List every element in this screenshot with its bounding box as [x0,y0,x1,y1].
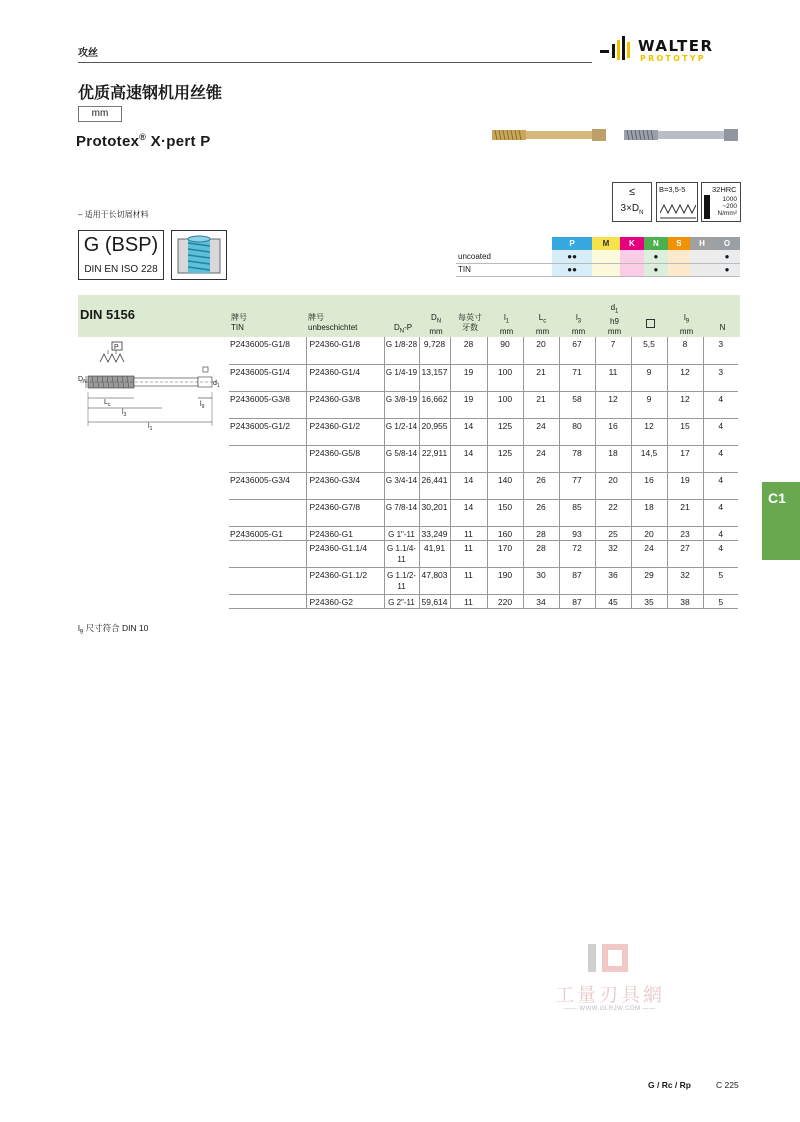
cell-tin: P2436005-G1/4 [229,364,306,391]
tpi-1: 每英寸 [458,313,482,322]
cell-l3: 93 [559,526,595,540]
drawing-lc-label [104,399,111,408]
page-number: C 225 [716,1080,739,1090]
material-group-n: N [644,237,668,250]
cell-unc: P24360-G1 [306,526,384,540]
material-table [456,237,740,277]
material-group-o: O [714,237,740,250]
cell-tin: P2436005-G3/4 [229,472,306,499]
cell-dnp: G 3/8-19 [384,391,419,418]
depth-icon [612,182,652,222]
cell-n: 5 [703,594,738,608]
cell-l1: 160 [487,526,523,540]
cell-l9: 12 [667,391,703,418]
material-mark [620,263,644,276]
cell-unc: P24360-G1/4 [306,364,384,391]
cell-tpi: 19 [450,391,487,418]
material-mark: ●● [552,250,592,263]
dnp-d: D [393,323,400,332]
watermark-logo-icon [584,940,634,978]
depth-val: 3×D [620,203,640,214]
walter-logo [600,36,742,66]
footnote-sub: 9 [79,629,84,636]
cell-dnp: G 1.1/2-11 [384,567,419,594]
material-row-label: TIN [456,263,552,276]
table-row [229,391,738,418]
material-group-p: P [552,237,592,250]
cell-lc: 28 [523,526,559,540]
table-row [229,472,738,499]
material-mark: ● [714,250,740,263]
cell-dn: 30,201 [419,499,450,526]
cell-sq: 9 [631,364,667,391]
lc-unit: mm [535,326,550,336]
drawing-d1: d [213,380,217,387]
col-header-lc [525,313,560,337]
cell-dn: 59,614 [419,594,450,608]
cell-l1: 190 [487,567,523,594]
material-header-blank [456,237,552,250]
cell-n: 4 [703,472,738,499]
drawing-l3-sub: 3 [123,412,127,418]
cell-tin [229,567,306,594]
logo-wordmark: WALTER [638,37,714,55]
cell-tpi: 14 [450,445,487,472]
cell-tpi: 19 [450,364,487,391]
cell-sq: 16 [631,472,667,499]
drawing-lc: L [104,399,108,406]
cell-tin [229,499,306,526]
cell-dn: 22,911 [419,445,450,472]
col-header-dnp [386,323,420,337]
col-header-d1 [597,303,632,337]
material-mark: ● [714,263,740,276]
material-row-tin [456,263,740,276]
d1-sub: 1 [615,308,619,315]
material-mark [592,263,620,276]
cell-tpi: 28 [450,337,487,364]
cell-tpi: 14 [450,472,487,499]
material-group-k: K [620,237,644,250]
watermark [540,940,680,1020]
cell-d1: 11 [595,364,631,391]
cell-dnp: G 1.1/4-11 [384,540,419,567]
cell-d1: 25 [595,526,631,540]
cell-d1: 12 [595,391,631,418]
dn-d: D [430,313,437,322]
lc-l: L [538,313,544,322]
cell-l3: 78 [559,445,595,472]
col-header-unc-2: unbeschichtet [308,323,358,332]
material-mark [690,263,714,276]
cell-l3: 87 [559,567,595,594]
lc-sub: c [543,318,547,325]
cell-l3: 87 [559,594,595,608]
cell-tin [229,594,306,608]
material-mark [690,250,714,263]
thread-standard: G (BSP) [83,234,159,256]
cell-dnp: G 7/8-14 [384,499,419,526]
tap-uncoated-image [624,126,740,144]
thread-norm: DIN EN ISO 228 [84,264,158,275]
cell-l1: 140 [487,472,523,499]
cell-dn: 26,441 [419,472,450,499]
material-group-m: M [592,237,620,250]
cell-unc: P24360-G1/8 [306,337,384,364]
cell-l9: 8 [667,337,703,364]
col-header-l9 [669,313,704,337]
cell-d1: 18 [595,445,631,472]
cell-l9: 21 [667,499,703,526]
cell-sq: 35 [631,594,667,608]
cell-n: 4 [703,526,738,540]
col-header-square [633,319,668,328]
dnp-sub: N [399,328,405,335]
hardness-icon [701,182,741,222]
col-header-uncoated [308,313,357,333]
cell-dn: 41,91 [419,540,450,567]
cell-unc: P24360-G1.1/4 [306,540,384,567]
drawing-l3: l [122,409,124,416]
cell-lc: 21 [523,364,559,391]
col-header-tin-2: TIN [231,323,244,332]
drawing-l1: l [148,423,150,430]
cell-l9: 23 [667,526,703,540]
registered-mark: ® [139,132,147,142]
dn-unit: mm [429,326,443,336]
col-header-tin-1: 牌号 [231,313,247,322]
cell-l3: 77 [559,472,595,499]
chamfer-profile-icon [660,199,696,219]
cell-unc: P24360-G2 [306,594,384,608]
cell-lc: 21 [523,391,559,418]
l3-unit: mm [571,326,586,336]
cell-tin: P2436005-G1/8 [229,337,306,364]
cell-tin: P2436005-G1 [229,526,306,540]
depth-sub: N [639,210,644,216]
table-row [229,364,738,391]
cell-lc: 34 [523,594,559,608]
footnote-text: 尺寸符合 DIN 10 [83,623,149,633]
strength-values [718,196,738,217]
cell-l1: 170 [487,540,523,567]
table-row [229,526,738,540]
cell-l9: 19 [667,472,703,499]
drawing-l3-label [122,409,127,418]
cell-sq: 5,5 [631,337,667,364]
cell-dn: 20,955 [419,418,450,445]
footnote-l: l [78,623,80,633]
din-standard-title: DIN 5156 [80,307,135,322]
cell-d1: 45 [595,594,631,608]
cell-dn: 33,249 [419,526,450,540]
cell-l9: 15 [667,418,703,445]
cell-d1: 32 [595,540,631,567]
cell-l1: 220 [487,594,523,608]
cell-unc: P24360-G3/4 [306,472,384,499]
tpi-2: 牙数 [462,323,478,332]
hardness-value: 32HRC [712,185,737,194]
cell-tin: P2436005-G3/8 [229,391,306,418]
cell-sq: 18 [631,499,667,526]
cell-dnp: G 3/4-14 [384,472,419,499]
cell-lc: 24 [523,418,559,445]
cell-l1: 100 [487,391,523,418]
drawing-dn: D [78,376,84,383]
drawing-d1-sub: 1 [216,383,220,389]
cell-dnp: G 1/8-28 [384,337,419,364]
cell-sq: 20 [631,526,667,540]
cell-l9: 12 [667,364,703,391]
cell-l3: 58 [559,391,595,418]
cell-n: 3 [703,364,738,391]
d1-d: d [610,303,616,312]
material-group-s: S [668,237,690,250]
chamfer-form: B=3,5-5 [659,185,686,194]
watermark-url: —— WWW.GLRJW.COM —— [564,1006,656,1012]
strength-2: ~200 [722,203,737,210]
cell-unc: P24360-G7/8 [306,499,384,526]
drawing-d1-label [213,380,220,389]
cell-unc: P24360-G1.1/2 [306,567,384,594]
col-header-dn [421,313,451,337]
cell-dn: 16,662 [419,391,450,418]
drawing-dn-sub: N [83,379,87,385]
cell-sq: 12 [631,418,667,445]
cell-l1: 125 [487,445,523,472]
col-header-n: N [719,323,726,332]
col-header-tpi [452,313,488,333]
l9-l: l [683,313,686,322]
cell-sq: 9 [631,391,667,418]
cell-dn: 9,728 [419,337,450,364]
cell-n: 4 [703,540,738,567]
cell-unc: P24360-G5/8 [306,445,384,472]
cell-dnp: G 1/2-14 [384,418,419,445]
strength-1: 1000 [722,196,737,203]
l1-l: l [503,313,506,322]
cell-dn: 47,803 [419,567,450,594]
material-row-uncoated [456,250,740,263]
depth-value [613,203,651,216]
cell-l3: 67 [559,337,595,364]
cell-lc: 20 [523,337,559,364]
d1-tol: h9 [610,316,619,326]
cell-n: 4 [703,391,738,418]
l3-l: l [575,313,578,322]
cell-unc: P24360-G1/2 [306,418,384,445]
material-row-label: uncoated [456,250,552,263]
cell-n: 4 [703,499,738,526]
cell-l9: 27 [667,540,703,567]
chapter-tab[interactable]: C1 [762,482,800,560]
product-name-suffix: X·pert P [146,133,211,150]
cell-l1: 125 [487,418,523,445]
cell-l1: 150 [487,499,523,526]
cell-n: 4 [703,418,738,445]
hardness-bar [704,195,710,219]
cell-tpi: 11 [450,567,487,594]
cell-l9: 17 [667,445,703,472]
drawing-l1-sub: 1 [149,426,153,432]
strength-unit: N/mm² [717,210,737,217]
square-drive-icon [646,319,655,328]
drawing-l9-label [200,401,205,410]
col-header-l1 [489,313,524,337]
cell-n: 4 [703,445,738,472]
cell-tin: P2436005-G1/2 [229,418,306,445]
table-row [229,540,738,567]
l3-sub: 3 [577,318,582,325]
material-mark: ● [644,263,668,276]
cell-lc: 30 [523,567,559,594]
footer-nav: G / Rc / Rp [648,1080,691,1090]
section-label: 攻丝 [78,48,98,59]
cell-l1: 90 [487,337,523,364]
logo-bars-icon [600,36,636,66]
application-note: – 适用于长切屑材料 [78,210,149,219]
drawing-l1-label [148,423,153,432]
cell-l9: 38 [667,594,703,608]
cell-d1: 20 [595,472,631,499]
table-row [229,445,738,472]
cell-d1: 36 [595,567,631,594]
cell-l3: 85 [559,499,595,526]
depth-le: ≤ [628,186,636,198]
cell-lc: 28 [523,540,559,567]
cell-tin [229,540,306,567]
tap-dimension-drawing [78,340,224,432]
cell-d1: 7 [595,337,631,364]
cell-tpi: 14 [450,499,487,526]
cell-l1: 100 [487,364,523,391]
material-group-h: H [690,237,714,250]
col-header-l3 [561,313,596,337]
table-row [229,567,738,594]
material-mark: ● [644,250,668,263]
material-mark: ●● [552,263,592,276]
l1-sub: 1 [505,318,510,325]
cell-l3: 80 [559,418,595,445]
l9-sub: 9 [685,318,690,325]
logo-subline: PROTOTYP [640,54,706,63]
material-mark [668,263,690,276]
cell-tpi: 11 [450,526,487,540]
footnote [78,622,148,636]
table-row [229,594,738,608]
drawing-lc-sub: c [107,402,111,408]
drawing-l9-sub: 9 [201,404,205,410]
product-title: 优质高速钢机用丝锥 [78,85,223,102]
cell-tpi: 14 [450,418,487,445]
cell-sq: 24 [631,540,667,567]
drawing-p-label: P [114,344,119,351]
d1-unit: mm [607,326,622,336]
cell-dnp: G 1/4-19 [384,364,419,391]
tap-data-table [229,337,738,609]
unit-badge: mm [78,106,122,122]
product-name-main: Prototex [76,133,140,150]
cell-sq: 14,5 [631,445,667,472]
cell-lc: 26 [523,499,559,526]
col-header-tin [231,313,247,333]
cell-n: 3 [703,337,738,364]
cell-d1: 22 [595,499,631,526]
col-header-unc-1: 牌号 [308,313,324,322]
cell-dn: 13,157 [419,364,450,391]
material-mark [592,250,620,263]
watermark-text: 工量刃具網 [554,984,665,1006]
header-divider [78,62,592,63]
l1-unit: mm [499,326,514,336]
cell-sq: 29 [631,567,667,594]
dn-sub: N [436,318,442,325]
cell-l9: 32 [667,567,703,594]
cell-l3: 72 [559,540,595,567]
material-header-row [456,237,740,250]
cell-tpi: 11 [450,594,487,608]
material-mark [620,250,644,263]
thread-standard-box [78,230,164,280]
cell-l3: 71 [559,364,595,391]
cell-tpi: 11 [450,540,487,567]
dnp-tail: -P [404,323,413,332]
cell-dnp: G 1"-11 [384,526,419,540]
cell-tin [229,445,306,472]
cell-lc: 24 [523,445,559,472]
cell-dnp: G 5/8-14 [384,445,419,472]
product-name [76,132,211,150]
table-row [229,337,738,364]
cell-lc: 26 [523,472,559,499]
cell-d1: 16 [595,418,631,445]
table-row [229,499,738,526]
drawing-l9: l [200,401,202,408]
chamfer-icon [656,182,698,222]
cell-n: 5 [703,567,738,594]
cell-unc: P24360-G3/8 [306,391,384,418]
tap-tin-image [492,126,608,144]
cell-dnp: G 2"-11 [384,594,419,608]
threaded-hole-icon [171,230,227,280]
material-mark [668,250,690,263]
table-row [229,418,738,445]
l9-unit: mm [679,326,694,336]
